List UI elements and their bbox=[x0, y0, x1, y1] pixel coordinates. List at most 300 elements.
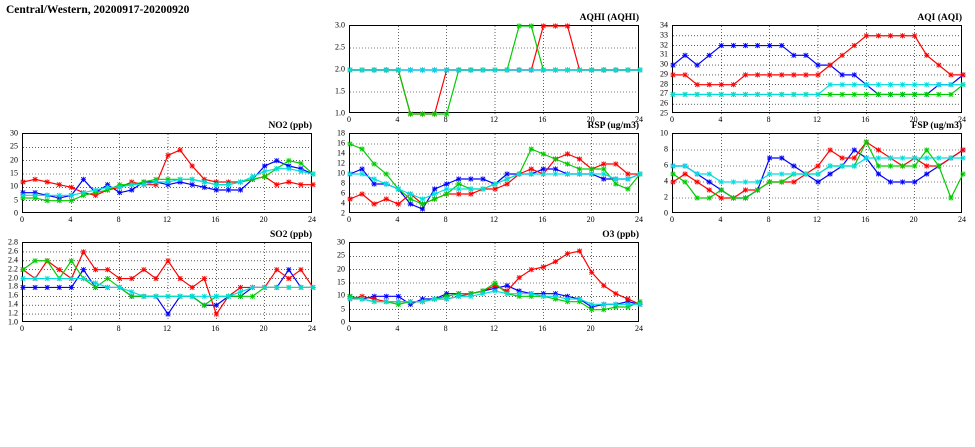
series-marker-day2 bbox=[815, 163, 820, 168]
series-marker-day2 bbox=[274, 267, 279, 272]
series-marker-day4 bbox=[456, 67, 461, 72]
series-marker-day3 bbox=[129, 294, 134, 299]
series-marker-day4 bbox=[731, 179, 736, 184]
series-marker-day3 bbox=[202, 303, 207, 308]
x-tick-label: 24 bbox=[635, 324, 643, 333]
series-marker-day2 bbox=[81, 249, 86, 254]
series-marker-day1 bbox=[57, 285, 62, 290]
series-marker-day4 bbox=[432, 296, 437, 301]
y-tick-label: 1.5 bbox=[335, 86, 345, 96]
x-tick-label: 12 bbox=[490, 324, 498, 333]
series-marker-day4 bbox=[32, 193, 37, 198]
series-marker-day1 bbox=[553, 166, 558, 171]
x-tick-label: 4 bbox=[395, 115, 400, 124]
y-tick-label: 18 bbox=[337, 128, 345, 138]
series-marker-day3 bbox=[960, 171, 965, 176]
series-marker-day4 bbox=[117, 185, 122, 190]
x-tick-label: 16 bbox=[538, 115, 547, 124]
series-marker-day4 bbox=[347, 296, 352, 301]
series-marker-day2 bbox=[165, 258, 170, 263]
series-marker-day2 bbox=[589, 270, 594, 275]
x-tick-label: 0 bbox=[347, 115, 351, 124]
series-marker-day1 bbox=[924, 171, 929, 176]
series-marker-day4 bbox=[670, 92, 675, 97]
series-marker-day2 bbox=[202, 276, 207, 281]
series-marker-day4 bbox=[803, 92, 808, 97]
series-marker-day4 bbox=[529, 171, 534, 176]
series-marker-day4 bbox=[731, 92, 736, 97]
series-marker-day4 bbox=[274, 166, 279, 171]
series-marker-day3 bbox=[731, 195, 736, 200]
series-marker-day4 bbox=[492, 181, 497, 186]
series-marker-day4 bbox=[517, 291, 522, 296]
x-tick-label: 20 bbox=[586, 215, 595, 224]
y-tick-label: 30 bbox=[337, 237, 345, 247]
series-marker-day4 bbox=[420, 196, 425, 201]
series-marker-day4 bbox=[779, 171, 784, 176]
series-marker-day4 bbox=[129, 289, 134, 294]
series-marker-day4 bbox=[589, 171, 594, 176]
series-marker-day1 bbox=[384, 294, 389, 299]
series-marker-day3 bbox=[601, 166, 606, 171]
series-marker-day3 bbox=[517, 23, 522, 28]
series-marker-day3 bbox=[420, 111, 425, 116]
chart-svg-o3 bbox=[350, 243, 640, 323]
series-marker-day2 bbox=[504, 181, 509, 186]
series-marker-day2 bbox=[165, 153, 170, 158]
series-marker-day3 bbox=[298, 161, 303, 166]
series-marker-day1 bbox=[695, 63, 700, 68]
series-marker-day2 bbox=[141, 267, 146, 272]
series-marker-day4 bbox=[840, 163, 845, 168]
series-marker-day4 bbox=[408, 67, 413, 72]
y-tick-label: 15 bbox=[337, 277, 345, 287]
series-marker-day2 bbox=[565, 23, 570, 28]
series-marker-day1 bbox=[274, 158, 279, 163]
series-marker-day4 bbox=[625, 302, 630, 307]
series-marker-day2 bbox=[20, 179, 25, 184]
series-marker-day3 bbox=[924, 147, 929, 152]
series-marker-day1 bbox=[767, 155, 772, 160]
series-marker-day4 bbox=[637, 67, 642, 72]
series-marker-day4 bbox=[900, 155, 905, 160]
chart-panel-so2 bbox=[8, 230, 316, 338]
series-marker-day2 bbox=[936, 63, 941, 68]
series-marker-day4 bbox=[153, 294, 158, 299]
series-marker-day4 bbox=[141, 294, 146, 299]
series-marker-day2 bbox=[177, 147, 182, 152]
x-tick-label: 16 bbox=[211, 215, 220, 224]
series-line-day1 bbox=[673, 46, 963, 95]
series-marker-day2 bbox=[743, 72, 748, 77]
y-tick-label: 2.4 bbox=[8, 255, 18, 265]
series-marker-day1 bbox=[420, 206, 425, 211]
series-marker-day3 bbox=[888, 163, 893, 168]
series-marker-day4 bbox=[105, 285, 110, 290]
series-marker-day4 bbox=[384, 181, 389, 186]
series-marker-day1 bbox=[32, 285, 37, 290]
y-tick-label: 16 bbox=[337, 138, 345, 148]
y-tick-label: 1.6 bbox=[8, 290, 18, 300]
series-marker-day4 bbox=[601, 67, 606, 72]
series-marker-day3 bbox=[924, 92, 929, 97]
series-marker-day1 bbox=[504, 171, 509, 176]
series-marker-day2 bbox=[529, 166, 534, 171]
y-tick-label: 25 bbox=[660, 108, 668, 118]
series-marker-day2 bbox=[396, 201, 401, 206]
plot-area-so2 bbox=[22, 242, 312, 322]
series-marker-day4 bbox=[444, 67, 449, 72]
series-marker-day1 bbox=[456, 176, 461, 181]
series-marker-day4 bbox=[286, 166, 291, 171]
x-tick-label: 8 bbox=[116, 324, 121, 333]
series-marker-day4 bbox=[444, 186, 449, 191]
series-marker-day4 bbox=[214, 294, 219, 299]
series-marker-day2 bbox=[912, 33, 917, 38]
plot-area-aqhi bbox=[349, 25, 639, 113]
series-marker-day2 bbox=[553, 259, 558, 264]
x-tick-label: 4 bbox=[395, 324, 400, 333]
y-tick-label: 28 bbox=[660, 79, 668, 89]
series-marker-day2 bbox=[372, 201, 377, 206]
series-marker-day2 bbox=[695, 179, 700, 184]
series-marker-day4 bbox=[565, 296, 570, 301]
series-marker-day4 bbox=[876, 82, 881, 87]
series-marker-day1 bbox=[743, 43, 748, 48]
series-marker-day2 bbox=[577, 248, 582, 253]
series-marker-day4 bbox=[637, 171, 642, 176]
series-marker-day4 bbox=[456, 186, 461, 191]
series-marker-day4 bbox=[743, 179, 748, 184]
series-marker-day4 bbox=[444, 296, 449, 301]
series-marker-day4 bbox=[190, 177, 195, 182]
series-marker-day4 bbox=[529, 291, 534, 296]
x-tick-label: 12 bbox=[163, 324, 171, 333]
series-marker-day4 bbox=[238, 289, 243, 294]
series-marker-day4 bbox=[504, 67, 509, 72]
series-marker-day1 bbox=[190, 182, 195, 187]
series-marker-day4 bbox=[492, 288, 497, 293]
series-marker-day4 bbox=[888, 155, 893, 160]
series-marker-day3 bbox=[553, 156, 558, 161]
x-tick-label: 20 bbox=[909, 115, 918, 124]
series-marker-day4 bbox=[864, 82, 869, 87]
y-tick-label: 2.6 bbox=[8, 246, 18, 256]
y-tick-label: 8 bbox=[664, 144, 668, 154]
series-marker-day4 bbox=[707, 92, 712, 97]
series-marker-day4 bbox=[396, 299, 401, 304]
series-marker-day4 bbox=[262, 285, 267, 290]
series-marker-day4 bbox=[767, 92, 772, 97]
x-tick-label: 8 bbox=[443, 324, 448, 333]
y-tick-label: 14 bbox=[337, 148, 345, 158]
series-marker-day2 bbox=[129, 276, 134, 281]
y-tick-label: 2 bbox=[664, 192, 668, 202]
series-marker-day4 bbox=[202, 294, 207, 299]
series-marker-day4 bbox=[372, 67, 377, 72]
chart-panel-aqi bbox=[660, 13, 966, 129]
series-marker-day1 bbox=[444, 181, 449, 186]
series-marker-day2 bbox=[274, 182, 279, 187]
y-tick-label: 31 bbox=[660, 49, 668, 59]
series-marker-day1 bbox=[480, 176, 485, 181]
series-marker-day1 bbox=[286, 267, 291, 272]
series-marker-day2 bbox=[177, 276, 182, 281]
series-marker-day4 bbox=[310, 171, 315, 176]
series-marker-day2 bbox=[948, 72, 953, 77]
series-marker-day1 bbox=[707, 179, 712, 184]
series-marker-day1 bbox=[601, 176, 606, 181]
series-marker-day4 bbox=[719, 92, 724, 97]
series-marker-day4 bbox=[912, 82, 917, 87]
series-marker-day4 bbox=[541, 294, 546, 299]
series-marker-day1 bbox=[815, 179, 820, 184]
series-marker-day4 bbox=[238, 179, 243, 184]
series-marker-day1 bbox=[238, 187, 243, 192]
series-marker-day3 bbox=[900, 92, 905, 97]
series-marker-day4 bbox=[129, 182, 134, 187]
y-tick-label: 8 bbox=[341, 178, 345, 188]
series-marker-day4 bbox=[900, 82, 905, 87]
series-marker-day4 bbox=[948, 82, 953, 87]
series-marker-day2 bbox=[286, 179, 291, 184]
series-marker-day2 bbox=[359, 191, 364, 196]
series-marker-day4 bbox=[177, 177, 182, 182]
series-marker-day3 bbox=[779, 179, 784, 184]
x-tick-label: 16 bbox=[861, 215, 870, 224]
y-tick-label: 5 bbox=[14, 195, 18, 205]
series-marker-day2 bbox=[682, 72, 687, 77]
series-marker-day1 bbox=[779, 43, 784, 48]
plot-area-no2 bbox=[22, 133, 312, 213]
series-marker-day4 bbox=[924, 82, 929, 87]
series-marker-day3 bbox=[57, 198, 62, 203]
series-marker-day1 bbox=[226, 187, 231, 192]
y-tick-label: 6 bbox=[341, 188, 345, 198]
x-tick-label: 16 bbox=[211, 324, 220, 333]
series-marker-day4 bbox=[637, 302, 642, 307]
series-marker-day2 bbox=[214, 312, 219, 317]
series-marker-day4 bbox=[359, 67, 364, 72]
series-marker-day1 bbox=[791, 53, 796, 58]
series-marker-day2 bbox=[719, 195, 724, 200]
series-marker-day4 bbox=[695, 171, 700, 176]
y-tick-label: 25 bbox=[10, 141, 18, 151]
series-marker-day1 bbox=[129, 187, 134, 192]
series-marker-day2 bbox=[32, 177, 37, 182]
y-tick-label: 34 bbox=[660, 20, 668, 30]
y-tick-label: 33 bbox=[660, 30, 668, 40]
series-marker-day4 bbox=[468, 294, 473, 299]
series-marker-day3 bbox=[408, 111, 413, 116]
series-marker-day1 bbox=[840, 72, 845, 77]
series-marker-day1 bbox=[432, 186, 437, 191]
series-marker-day4 bbox=[347, 171, 352, 176]
series-marker-day3 bbox=[69, 198, 74, 203]
series-marker-day3 bbox=[238, 294, 243, 299]
series-marker-day4 bbox=[529, 67, 534, 72]
series-marker-day1 bbox=[682, 53, 687, 58]
series-marker-day2 bbox=[517, 275, 522, 280]
y-tick-label: 1.0 bbox=[335, 108, 345, 118]
series-marker-day4 bbox=[468, 67, 473, 72]
series-marker-day1 bbox=[117, 190, 122, 195]
series-marker-day3 bbox=[589, 166, 594, 171]
series-marker-day4 bbox=[432, 67, 437, 72]
series-marker-day4 bbox=[420, 299, 425, 304]
series-marker-day1 bbox=[912, 179, 917, 184]
series-marker-day4 bbox=[589, 302, 594, 307]
series-marker-day4 bbox=[214, 182, 219, 187]
series-marker-day1 bbox=[791, 163, 796, 168]
series-marker-day3 bbox=[827, 92, 832, 97]
x-tick-label: 0 bbox=[670, 115, 674, 124]
series-marker-day4 bbox=[912, 155, 917, 160]
series-marker-day4 bbox=[577, 67, 582, 72]
series-marker-day4 bbox=[480, 291, 485, 296]
series-marker-day4 bbox=[384, 299, 389, 304]
series-marker-day3 bbox=[900, 163, 905, 168]
series-marker-day4 bbox=[81, 276, 86, 281]
series-marker-day4 bbox=[93, 280, 98, 285]
series-marker-day4 bbox=[468, 186, 473, 191]
series-marker-day4 bbox=[117, 285, 122, 290]
series-marker-day2 bbox=[815, 72, 820, 77]
series-marker-day3 bbox=[589, 307, 594, 312]
chart-svg-aqhi bbox=[350, 26, 640, 114]
series-marker-day1 bbox=[852, 72, 857, 77]
series-marker-day1 bbox=[81, 267, 86, 272]
series-marker-day3 bbox=[565, 161, 570, 166]
series-marker-day4 bbox=[396, 186, 401, 191]
series-marker-day3 bbox=[852, 92, 857, 97]
series-marker-day2 bbox=[791, 72, 796, 77]
series-marker-day4 bbox=[577, 171, 582, 176]
series-marker-day1 bbox=[69, 285, 74, 290]
series-marker-day2 bbox=[190, 285, 195, 290]
series-marker-day2 bbox=[876, 33, 881, 38]
series-marker-day3 bbox=[577, 166, 582, 171]
x-tick-label: 24 bbox=[635, 215, 643, 224]
series-marker-day4 bbox=[420, 67, 425, 72]
chart-title-o3: O3 (ppb) bbox=[602, 230, 639, 240]
series-marker-day4 bbox=[408, 299, 413, 304]
series-marker-day3 bbox=[695, 195, 700, 200]
x-tick-label: 0 bbox=[670, 215, 674, 224]
series-marker-day4 bbox=[504, 291, 509, 296]
x-tick-label: 8 bbox=[443, 115, 448, 124]
series-marker-day4 bbox=[372, 299, 377, 304]
series-marker-day3 bbox=[456, 181, 461, 186]
chart-title-fsp: FSP (ug/m3) bbox=[911, 121, 962, 131]
series-marker-day2 bbox=[852, 155, 857, 160]
y-tick-label: 29 bbox=[660, 69, 668, 79]
series-marker-day4 bbox=[504, 176, 509, 181]
series-marker-day4 bbox=[20, 193, 25, 198]
series-marker-day3 bbox=[93, 285, 98, 290]
x-tick-label: 4 bbox=[395, 215, 400, 224]
y-tick-label: 6 bbox=[664, 160, 668, 170]
series-marker-day4 bbox=[32, 276, 37, 281]
series-marker-day2 bbox=[827, 147, 832, 152]
y-tick-label: 2.0 bbox=[8, 273, 18, 283]
series-marker-day3 bbox=[262, 174, 267, 179]
series-marker-day4 bbox=[553, 171, 558, 176]
series-marker-day2 bbox=[924, 163, 929, 168]
series-marker-day3 bbox=[105, 276, 110, 281]
series-marker-day1 bbox=[900, 179, 905, 184]
series-marker-day4 bbox=[852, 82, 857, 87]
chart-panel-fsp bbox=[660, 121, 966, 229]
series-marker-day4 bbox=[81, 190, 86, 195]
series-marker-day2 bbox=[601, 283, 606, 288]
series-marker-day3 bbox=[492, 280, 497, 285]
series-marker-day4 bbox=[767, 171, 772, 176]
series-marker-day4 bbox=[226, 182, 231, 187]
x-tick-label: 20 bbox=[586, 115, 595, 124]
series-marker-day3 bbox=[719, 187, 724, 192]
series-marker-day3 bbox=[347, 141, 352, 146]
plot-area-aqi bbox=[672, 25, 962, 113]
series-marker-day4 bbox=[743, 92, 748, 97]
chart-svg-aqi bbox=[673, 26, 963, 114]
series-marker-day2 bbox=[456, 191, 461, 196]
y-tick-label: 2.8 bbox=[8, 237, 18, 247]
y-tick-label: 12 bbox=[337, 158, 345, 168]
series-marker-day4 bbox=[815, 171, 820, 176]
series-marker-day2 bbox=[888, 33, 893, 38]
series-marker-day4 bbox=[840, 82, 845, 87]
series-marker-day3 bbox=[707, 195, 712, 200]
y-tick-label: 25 bbox=[337, 250, 345, 260]
series-marker-day2 bbox=[298, 182, 303, 187]
series-marker-day4 bbox=[601, 302, 606, 307]
series-marker-day3 bbox=[888, 92, 893, 97]
series-marker-day3 bbox=[876, 163, 881, 168]
series-marker-day4 bbox=[625, 176, 630, 181]
series-marker-day2 bbox=[840, 53, 845, 58]
series-marker-day4 bbox=[45, 276, 50, 281]
series-marker-day2 bbox=[840, 155, 845, 160]
series-marker-day4 bbox=[298, 169, 303, 174]
series-marker-day4 bbox=[613, 67, 618, 72]
series-marker-day4 bbox=[177, 294, 182, 299]
series-marker-day4 bbox=[755, 179, 760, 184]
y-tick-label: 0 bbox=[14, 208, 18, 218]
x-tick-label: 24 bbox=[308, 324, 316, 333]
series-marker-day4 bbox=[791, 92, 796, 97]
series-marker-day1 bbox=[408, 201, 413, 206]
series-marker-day2 bbox=[707, 82, 712, 87]
x-tick-label: 12 bbox=[490, 215, 498, 224]
y-tick-label: 15 bbox=[10, 168, 18, 178]
series-marker-day1 bbox=[852, 147, 857, 152]
x-tick-label: 0 bbox=[20, 324, 24, 333]
series-marker-day2 bbox=[682, 171, 687, 176]
x-tick-label: 20 bbox=[259, 215, 268, 224]
series-marker-day2 bbox=[57, 267, 62, 272]
series-marker-day1 bbox=[262, 163, 267, 168]
series-marker-day3 bbox=[912, 163, 917, 168]
x-tick-label: 4 bbox=[718, 215, 723, 224]
series-marker-day2 bbox=[93, 267, 98, 272]
x-tick-label: 20 bbox=[586, 324, 595, 333]
series-marker-day3 bbox=[432, 111, 437, 116]
y-tick-label: 4 bbox=[341, 198, 345, 208]
x-tick-label: 0 bbox=[347, 324, 351, 333]
series-marker-day2 bbox=[755, 72, 760, 77]
series-marker-day2 bbox=[719, 82, 724, 87]
